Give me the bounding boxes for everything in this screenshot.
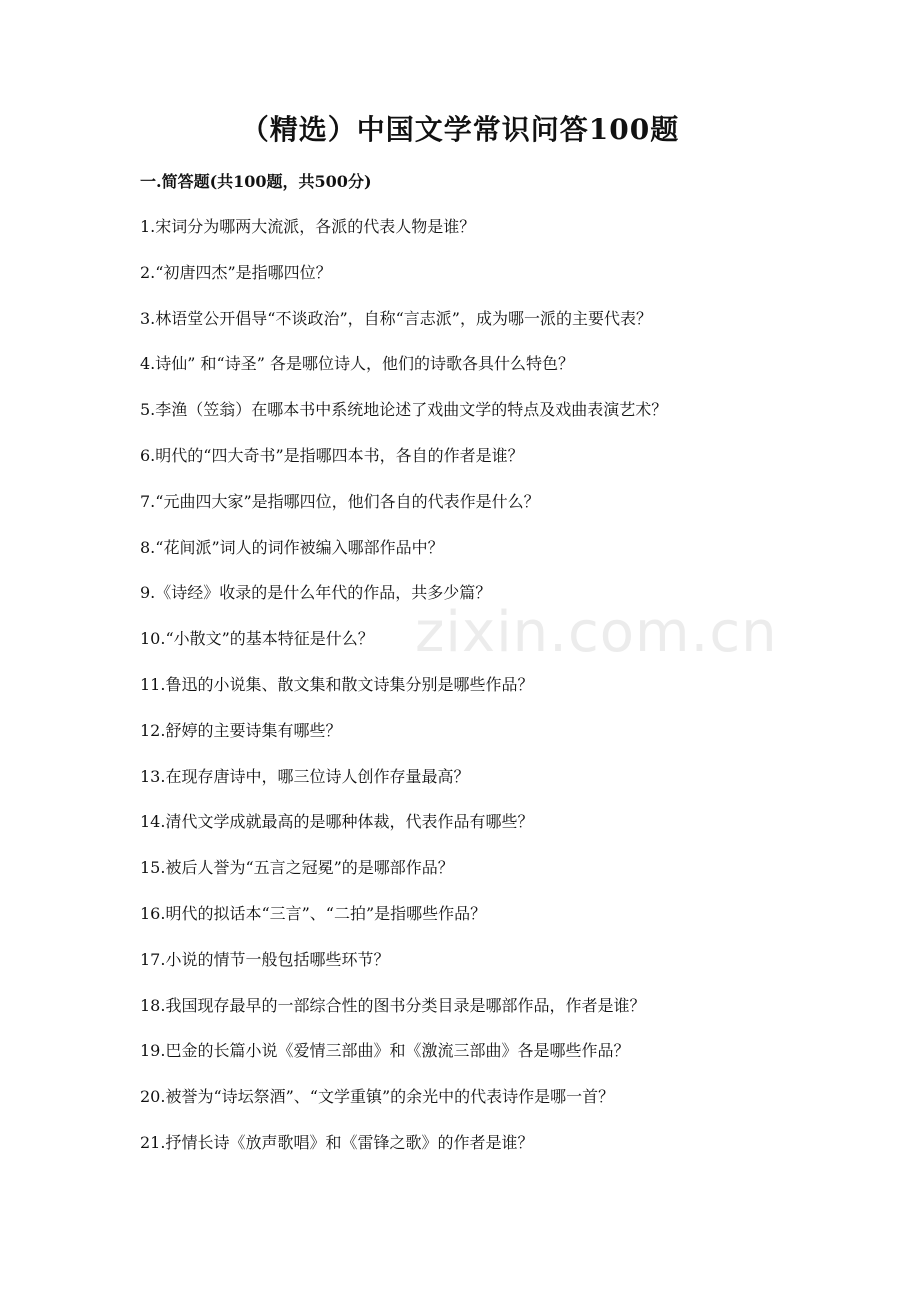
question-item: 17.小说的情节一般包括哪些环节？ [140,949,390,969]
question-item: 9.《诗经》收录的是什么年代的作品，共多少篇？ [140,583,492,603]
question-item: 13.在现存唐诗中，哪三位诗人创作存量最高？ [140,766,470,786]
watermark: zixin.com.cn [415,600,778,665]
question-item: 6.明代的“四大奇书”是指哪四本书，各自的作者是谁？ [140,445,524,465]
question-item: 2.“初唐四杰”是指哪四位？ [140,262,332,282]
question-item: 5.李渔（笠翁）在哪本书中系统地论述了戏曲文学的特点及戏曲表演艺术？ [140,400,668,420]
question-item: 18.我国现存最早的一部综合性的图书分类目录是哪部作品，作者是谁？ [140,995,646,1015]
question-item: 21.抒情长诗《放声歌唱》和《雷锋之歌》的作者是谁？ [140,1132,534,1152]
question-item: 16.明代的拟话本“三言”、“二拍”是指哪些作品？ [140,903,487,923]
question-item: 4.诗仙” 和“诗圣” 各是哪位诗人，他们的诗歌各具什么特色？ [140,354,574,374]
question-item: 20.被誉为“诗坛祭酒”、“文学重镇”的余光中的代表诗作是哪一首？ [140,1087,615,1107]
question-item: 15.被后人誉为“五言之冠冕”的是哪部作品？ [140,858,454,878]
question-item: 11.鲁迅的小说集、散文集和散文诗集分别是哪些作品？ [140,674,534,694]
question-item: 19.巴金的长篇小说《爱情三部曲》和《激流三部曲》各是哪些作品？ [140,1041,630,1061]
question-item: 14.清代文学成就最高的是哪种体裁，代表作品有哪些？ [140,812,534,832]
section-heading: 一.简答题(共100题，共500分) [140,172,372,191]
question-item: 7.“元曲四大家”是指哪四位，他们各自的代表作是什么？ [140,491,540,511]
question-item: 10.“小散文”的基本特征是什么？ [140,629,374,649]
question-item: 1.宋词分为哪两大流派，各派的代表人物是谁？ [140,217,476,236]
question-item: 3.林语堂公开倡导“不谈政治”，自称“言志派”，成为哪一派的主要代表？ [140,308,652,328]
question-list [140,214,800,1176]
page-title: （精选）中国文学常识问答100题 [240,113,680,146]
question-item: 12.舒婷的主要诗集有哪些？ [140,720,342,740]
question-item: 8.“花间派”词人的词作被编入哪部作品中？ [140,537,444,557]
